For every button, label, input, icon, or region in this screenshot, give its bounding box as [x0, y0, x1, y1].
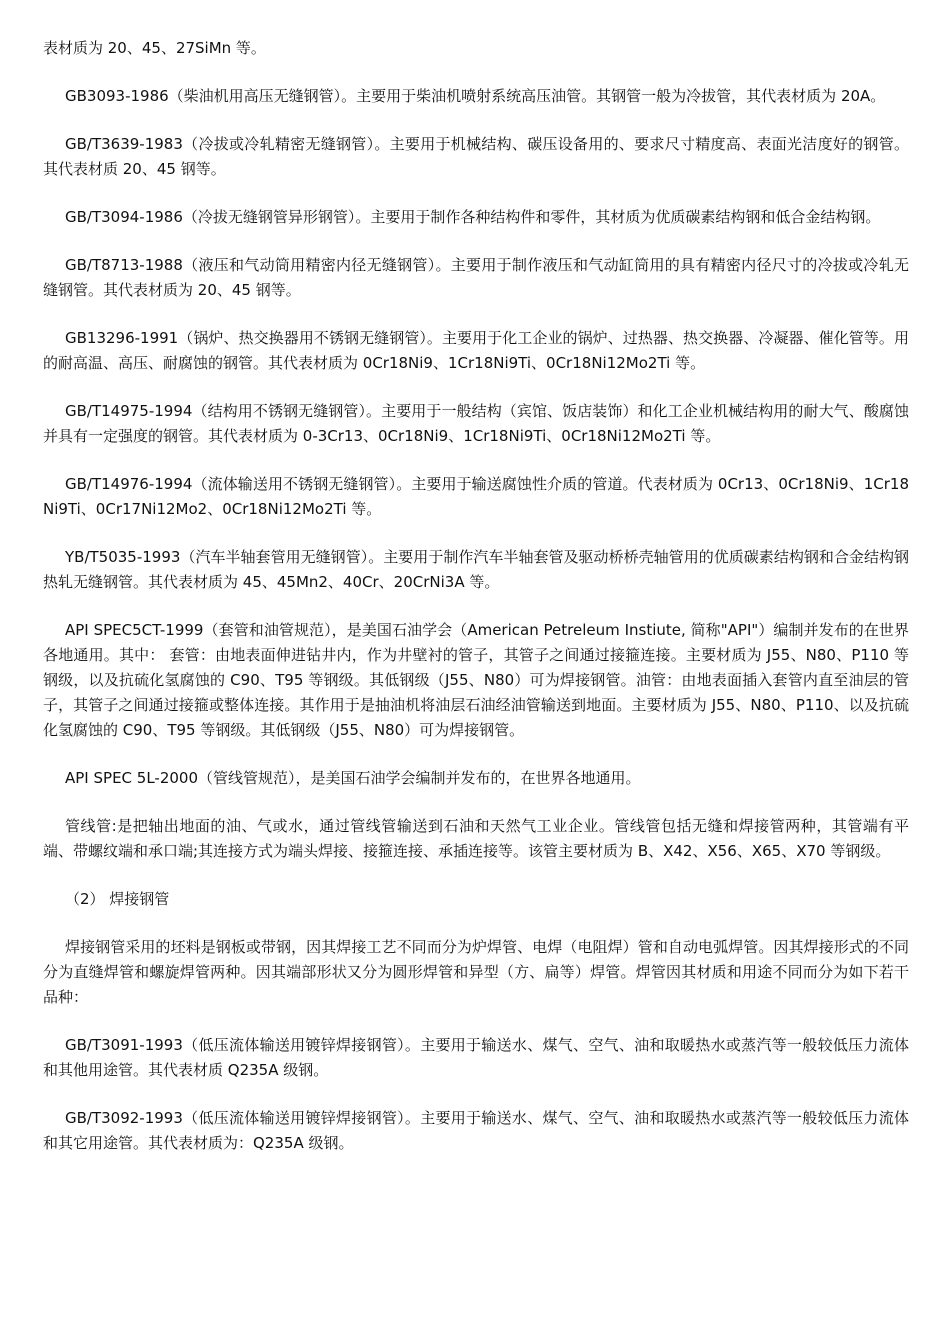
paragraph-api-5l: API SPEC 5L-2000（管线管规范），是美国石油学会编制并发布的，在世界各地通用。 — [65, 769, 641, 787]
paragraph-line-pipe: 管线管:是把轴出地面的油、气或水，通过管线管输送到石油和天然气工业企业。管线管包括无缝和焊接管两种，其管端有平端、带螺纹端和承口端;其连接方式为端头焊接、接箍连接、承插连接等。该管主要材质为 B、X42、X56、X65、X70 等钢级。 — [43, 817, 909, 860]
paragraph-api-5ct: API SPEC5CT-1999（套管和油管规范），是美国石油学会（American Petreleum Instiute, 简称"API"）编制并发布的在世界各地通用。其中： 套管：由地表面伸进钻井内，作为井壁衬的管子，其管子之间通过接箍连接。主要材质为 J55、N80、P110 等钢级，以及抗硫化氢腐蚀的 C90、T95 等钢级。其低钢级（J55、N80）可为焊接钢管。油管：由地表面插入套管内直至油层的管子，其管子之间通过接箍或整体连接。其作用于是抽油机将油层石油经油管输送到地面。主要材质为 J55、N80、P110、以及抗硫化氢腐蚀的 C90、T95 等钢级。其低钢级（J55、N80）可为焊接钢管。 — [43, 621, 909, 739]
paragraph-gbt8713: GB/T8713-1988（液压和气动筒用精密内径无缝钢管）。主要用于制作液压和气动缸筒用的具有精密内径尺寸的冷拔或冷轧无缝钢管。其代表材质为 20、45 钢等。 — [43, 256, 909, 299]
paragraph-gbt3639: GB/T3639-1983（冷拔或冷轧精密无缝钢管）。主要用于机械结构、碳压设备用的、要求尺寸精度高、表面光洁度好的钢管。其代表材质 20、45 钢等。 — [43, 135, 909, 178]
paragraph-welded-pipe-intro: 焊接钢管采用的坯料是钢板或带钢，因其焊接工艺不同而分为炉焊管、电焊（电阻焊）管和自动电弧焊管。因其焊接形式的不同分为直缝焊管和螺旋焊管两种。因其端部形状又分为圆形焊管和异型（方、扁等）焊管。焊管因其材质和用途不同而分为如下若干品种： — [43, 938, 909, 1006]
document-page — [43, 36, 909, 1179]
paragraph-gbt3094: GB/T3094-1986（冷拔无缝钢管异形钢管）。主要用于制作各种结构件和零件，其材质为优质碳素结构钢和低合金结构钢。 — [65, 208, 881, 226]
section-heading-welded-pipe: （2） 焊接钢管 — [65, 890, 170, 908]
paragraph-gb13296: GB13296-1991（锅炉、热交换器用不锈钢无缝钢管）。主要用于化工企业的锅炉、过热器、热交换器、冷凝器、催化管等。用的耐高温、高压、耐腐蚀的钢管。其代表材质为 0Cr18Ni9、1Cr18Ni9Ti、0Cr18Ni12Mo2Ti 等。 — [43, 329, 909, 372]
paragraph-gbt3092: GB/T3092-1993（低压流体输送用镀锌焊接钢管）。主要用于输送水、煤气、空气、油和取暖热水或蒸汽等一般较低压力流体和其它用途管。其代表材质为：Q235A 级钢。 — [43, 1109, 909, 1152]
paragraph-ybt5035: YB/T5035-1993（汽车半轴套管用无缝钢管）。主要用于制作汽车半轴套管及驱动桥桥壳轴管用的优质碳素结构钢和合金结构钢热轧无缝钢管。其代表材质为 45、45Mn2、40Cr、20CrNi3A 等。 — [43, 548, 909, 591]
paragraph-continuation: 表材质为 20、45、27SiMn 等。 — [43, 39, 266, 57]
paragraph-gbt3091: GB/T3091-1993（低压流体输送用镀锌焊接钢管）。主要用于输送水、煤气、空气、油和取暖热水或蒸汽等一般较低压力流体和其他用途管。其代表材质 Q235A 级钢。 — [43, 1036, 909, 1079]
paragraph-gbt14976: GB/T14976-1994（流体输送用不锈钢无缝钢管）。主要用于输送腐蚀性介质的管道。代表材质为 0Cr13、0Cr18Ni9、1Cr18Ni9Ti、0Cr17Ni12Mo2、0Cr18Ni12Mo2Ti 等。 — [43, 475, 909, 518]
paragraph-gb3093: GB3093-1986（柴油机用高压无缝钢管）。主要用于柴油机喷射系统高压油管。其钢管一般为冷拔管，其代表材质为 20A。 — [65, 87, 886, 105]
paragraph-gbt14975: GB/T14975-1994（结构用不锈钢无缝钢管）。主要用于一般结构（宾馆、饭店装饰）和化工企业机械结构用的耐大气、酸腐蚀并具有一定强度的钢管。其代表材质为 0-3Cr13、0Cr18Ni9、1Cr18Ni9Ti、0Cr18Ni12Mo2Ti 等。 — [43, 402, 909, 445]
